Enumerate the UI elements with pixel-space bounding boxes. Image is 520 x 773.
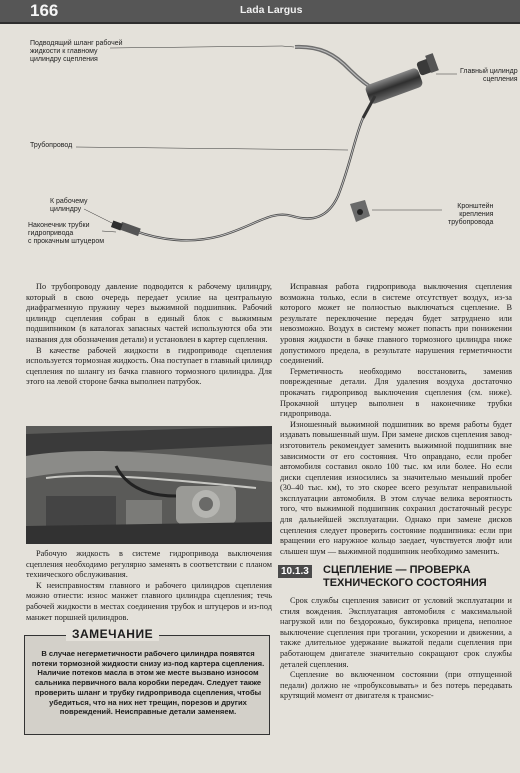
left-column	[26, 282, 272, 388]
engine-bay-picture	[26, 426, 272, 544]
note-title: ЗАМЕЧАНИЕ	[66, 627, 159, 641]
note-text: В случае негерметичности рабочего цилиндра появятся потеки тормозной жидкости снизу из-под картера сцепления. Наличие потеков масла в этом же месте вызвано износом сальника первичного вала коробки передач. Следует также проверить шланг и трубку гидропривода сцепления, чтобы убедиться, что на них нет трещин, порезов и других повреждений. Неисправные детали заменяем.	[31, 649, 265, 717]
paragraph: По трубопроводу давление подводится к рабочему цилиндру, который в свою очередь передает усилие на центральную диафрагменную пружину через выжимной подшипник. Рабочий цилиндр сцепления собран в единый блок с выжимным подшипником (в каталогах запасных частей используются оба эти названия для обозначения детали) и установлен в картер сцепления.	[26, 282, 272, 344]
master-cylinder-drawing	[363, 53, 439, 118]
engine-bay-photo	[26, 426, 272, 544]
right-column-lower	[280, 596, 512, 702]
paragraph: Сцепление во включенном состоянии (при отпущенной педали) должно не «пробуксовывать» и без потерь передавать крутящий момент от двигателя к трансмис-	[280, 670, 512, 701]
page-header	[0, 0, 520, 24]
paragraph: Исправная работа гидропривода выключения сцепления возможна только, если в системе отсутствует воздух, из-за которого может не полностью выключаться сцепление. В результате переключение передач будет затруднено или невозможно. Воздух в систему может попасть при понижении уровня жидкости в бачке главного тормозного цилиндра ниже допустимого предела, в результате нарушения герметичности соединений.	[280, 282, 512, 366]
callout-pipe-tip: Наконечник трубки гидропривода с прокачным штуцером	[28, 222, 105, 245]
book-title: Lada Largus	[240, 4, 303, 16]
supply-hose	[295, 47, 378, 92]
callout-master-cylinder: Главный цилиндр сцепления	[460, 68, 518, 83]
pipe-bracket-drawing	[350, 200, 370, 222]
section-number: 10.1.3	[278, 565, 312, 578]
section-title: СЦЕПЛЕНИЕ — ПРОВЕРКА ТЕХНИЧЕСКОГО СОСТОЯНИЯ	[323, 564, 487, 589]
paragraph: Рабочую жидкость в системе гидропривода выключения сцепления необходимо регулярно заменять в соответствии с планом технического обслуживания.	[26, 549, 272, 580]
paragraph: Изношенный выжимной подшипник во время работы будет издавать повышенный шум. При замене дисков сцепления завод-изготовитель рекомендует заменить выжимной подшипник вне зависимости от его состояния. Что оправдано, если пробег автомобиля составил около 100 тыс. км или более. Но если диски сцепления износились за значительно меньший пробег (30–40 тыс. км), то это скорее всего результат неправильной эксплуатации автомобиля. В этом случае велика вероятность того, что выжимной подшипник сохранил достаточный ресурс для дальнейшей эксплуатации. Однако при замене дисков сцепления следует проверить состояние подшипника: если при вращении его наружное кольцо заедает, чувствуется люфт или слышен шум — выжимной подшипник необходимо заменить.	[280, 419, 512, 556]
paragraph: К неисправностям главного и рабочего цилиндров сцепления можно отнести: износ манжет главного цилиндра сцепления; течь рабочей жидкости в местах соединения трубок и штуцеров и из-под манжет поршней цилиндров.	[26, 580, 272, 622]
pipe-tip-drawing	[111, 220, 141, 236]
clutch-pipe	[135, 118, 363, 240]
right-column	[280, 282, 512, 557]
paragraph: Герметичность необходимо восстановить, заменив поврежденные детали. Для удаления воздуха достаточно прокачать гидропривод выключения сцепления (см. ниже). Прокачной штуцер выполнен в наконечнике трубки гидропривода.	[280, 366, 512, 419]
page-number: 166	[30, 1, 59, 20]
paragraph: В качестве рабочей жидкости в гидроприводе сцепления используется тормозная жидкость. Она поступает в главный цилиндр сцепления по шлангу из бачка главного тормозного цилиндра. Для этого на левой стороне бачка выполнен патрубок.	[26, 345, 272, 387]
callout-to-slave-cylinder: К рабочему цилиндру	[50, 198, 88, 213]
callout-pipe: Трубопровод	[30, 142, 73, 149]
callout-supply-hose: Подводящий шланг рабочей жидкости к главному цилиндру сцепления	[30, 40, 123, 63]
left-column-lower	[26, 549, 272, 623]
callout-bracket: Кронштейн крепления трубопровода	[448, 203, 494, 226]
paragraph: Срок службы сцепления зависит от условий эксплуатации и стиля вождения. Эксплуатация автомобиля с максимальной нагрузкой или по бездорожью, буксировка прицепа, неполное выключение сцепления при трогании, ускорении и движении, а также длительное удержание выжатой педали сцепления при работающем двигателе значительно сокращают срок службы деталей сцепления.	[280, 596, 512, 669]
